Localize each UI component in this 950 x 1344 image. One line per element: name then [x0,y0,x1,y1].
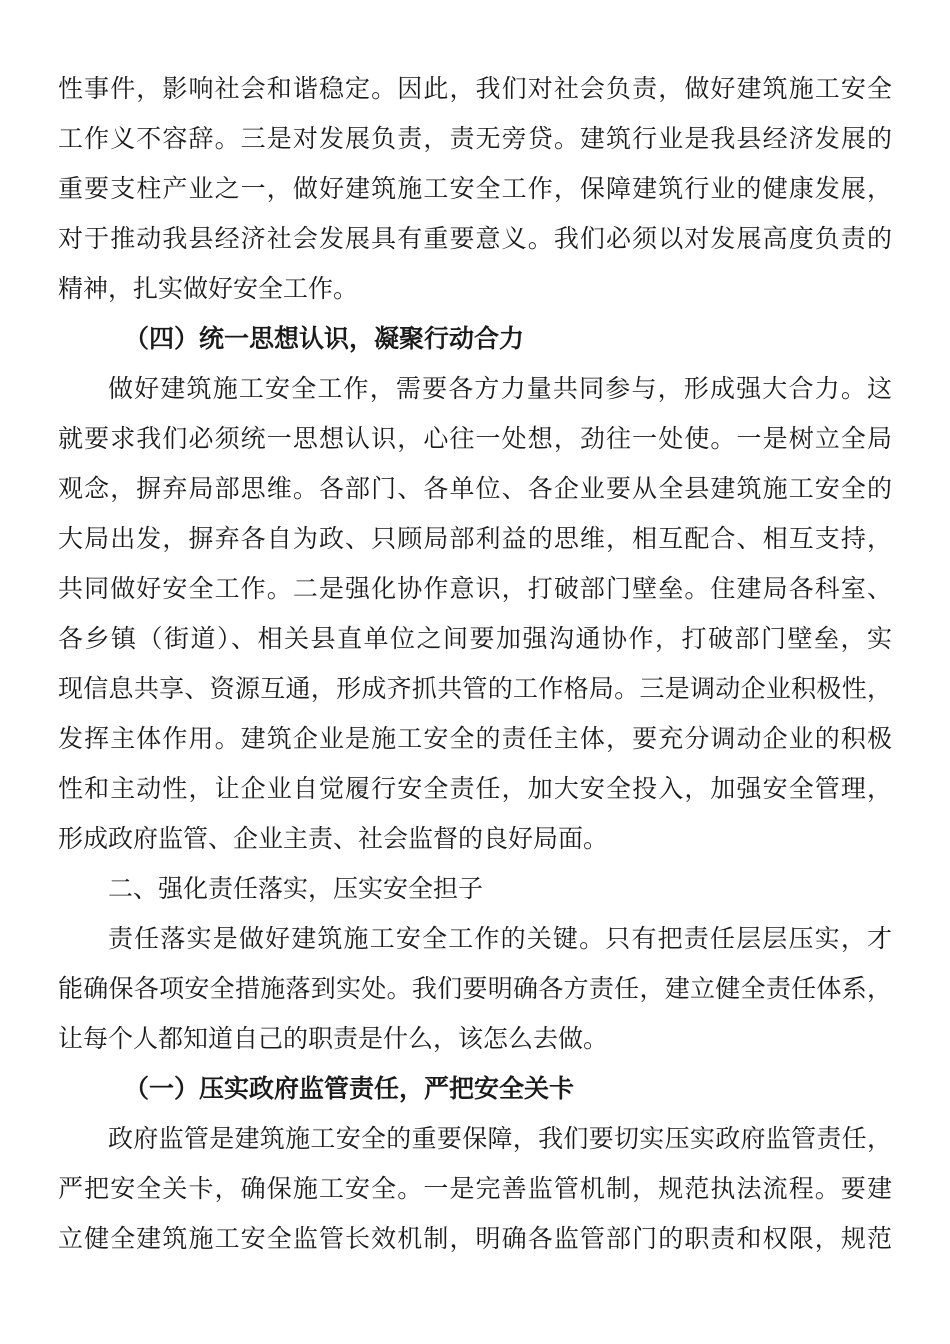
body-text-line: 大局出发，摒弃各自为政、只顾局部利益的思维，相互配合、相互支持， [58,524,892,553]
body-text-line: 严把安全关卡，确保施工安全。一是完善监管机制，规范执法流程。要建 [58,1174,892,1203]
subsection-heading: （四）统一思想认识，凝聚行动合力 [124,324,525,353]
paragraph-first-line: 政府监管是建筑施工安全的重要保障，我们要切实压实政府监管责任， [108,1124,892,1153]
body-text-line: 对于推动我县经济社会发展具有重要意义。我们必须以对发展高度负责的 [58,224,892,253]
body-text-line: 性和主动性，让企业自觉履行安全责任，加大安全投入，加强安全管理， [58,774,892,803]
subsection-heading: （一）压实政府监管责任，严把安全关卡 [124,1074,575,1103]
body-text-line: 观念，摒弃局部思维。各部门、各单位、各企业要从全县建筑施工安全的 [58,474,892,503]
body-text-line: 现信息共享、资源互通，形成齐抓共管的工作格局。三是调动企业积极性， [58,674,892,703]
body-text-line: 性事件，影响社会和谐稳定。因此，我们对社会负责，做好建筑施工安全 [58,74,892,103]
body-text-line: 立健全建筑施工安全监管长效机制，明确各监管部门的职责和权限，规范 [58,1224,892,1253]
body-text-line: 工作义不容辞。三是对发展负责，责无旁贷。建筑行业是我县经济发展的 [58,124,892,153]
body-text-line: 就要求我们必须统一思想认识，心往一处想，劲往一处使。一是树立全局 [58,424,892,453]
paragraph-first-line: 责任落实是做好建筑施工安全工作的关键。只有把责任层层压实，才 [108,924,892,953]
body-text-line: 精神，扎实做好安全工作。 [58,274,359,303]
body-text-line: 共同做好安全工作。二是强化协作意识，打破部门壁垒。住建局各科室、 [58,574,892,603]
body-text-line: 能确保各项安全措施落到实处。我们要明确各方责任，建立健全责任体系， [58,974,892,1003]
paragraph-first-line: 做好建筑施工安全工作，需要各方力量共同参与，形成强大合力。这 [108,374,892,403]
body-text-line: 重要支柱产业之一，做好建筑施工安全工作，保障建筑行业的健康发展， [58,174,892,203]
body-text-line: 形成政府监管、企业主责、社会监督的良好局面。 [58,824,609,853]
body-text-line: 发挥主体作用。建筑企业是施工安全的责任主体，要充分调动企业的积极 [58,724,892,753]
section-heading: 二、强化责任落实，压实安全担子 [108,874,484,903]
body-text-line: 让每个人都知道自己的职责是什么，该怎么去做。 [58,1024,609,1053]
body-text-line: 各乡镇（街道）、相关县直单位之间要加强沟通协作，打破部门壁垒，实 [58,624,892,653]
